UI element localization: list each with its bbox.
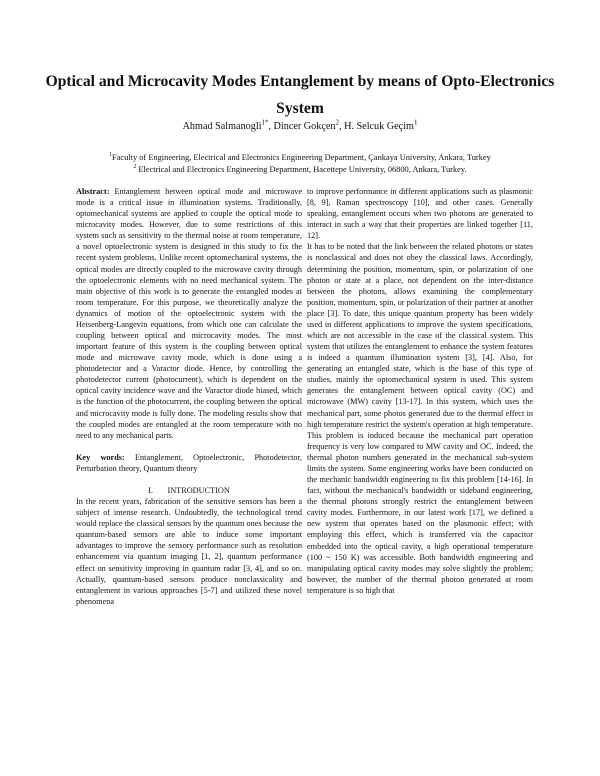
section-number: I.	[148, 485, 154, 495]
abstract-text: Entanglement between optical mode and microwave mode is a critical issue in illumination systems. Traditionally, optomechanical systems are applied to couple the optical mode to microcavity modes. However, due to some restrictions of this system such as sensitivity to the thermal noise at room temperature, a novel optoelectronic system is designed in this study to fix the recent system problems. Unlike recent optomechanical systems, the optical modes are directly coupled to the microwave cavity through the optoelectronic elements with no need mechanical system. The main objective of this work is to generate the entangled modes at room temperature. For this purpose, we theoretically analyze the dynamics of motion of the optoelectronic system with the Heisenberg-Langevin equations, from which one can calculate the coupling between optical and microcavity modes. The most important feature of this system is the coupling between optical mode and microwave cavity mode, which is done using a photodetector and a Varactor diode. Hence, by controlling the photodetector current (photocurrent), which is dependent on the optical cavity incidence wave and the Varactor diode biased, which is the function of the photocurrent, the coupling between the optical and microcavity mode is fully done. The modeling results show that the coupled modes are entangled at the room temperature with no need to any mechanical parts.	[76, 187, 302, 440]
affiliation-line: $^2$ Electrical and Electronics Engineering Department, Hacettepe University, 06800, Ankara, Turkey.	[133, 164, 467, 174]
left-column	[76, 186, 302, 607]
affiliations	[40, 152, 560, 176]
abstract-label: Abstract:	[76, 187, 110, 196]
right-column	[307, 186, 533, 596]
author-affil-marker: 1*	[261, 119, 269, 127]
author-name: Ahmad Salmanogli	[182, 121, 262, 132]
section-heading	[76, 485, 302, 496]
intro-paragraph: In the recent years, fabrication of the sensitive sensors has been a subject of intense research. Undoubtedly, the technological trend would replace the classical sensors by the quantum ones because the quantum-based sensors are able to induce some important advantages to improve the sensory performance such as resolution enhancement via quantum imaging [1, 2], quantum performance effect on sensitivity improving in quantum radar [3, 4], and so on. Actually, quantum-based sensors produce nonclassicality and entanglement in various approaches [5-7] and utilized these novel phenomena	[76, 497, 302, 606]
intro-paragraph: to improve performance in different applications such as plasmonic [8, 9], Raman spectroscopy [10], and other cases. Generally speaking, entanglement occurs when two photons are generated to interact in such a way that their properties are linked together [11, 12].	[307, 187, 533, 241]
author-name: H. Selcuk Geçim	[344, 121, 414, 132]
paper-title: Optical and Microcavity Modes Entanglement by means of Opto-Electronics System	[45, 73, 555, 117]
section-title: INTRODUCTION	[167, 485, 230, 495]
abstract	[76, 186, 302, 441]
author-affil-marker: 1	[413, 119, 418, 127]
keywords-text: Entanglement, Optoelectronic, Photodetector, Perturbation theory, Quantum theory	[76, 452, 303, 473]
keywords-label: Key words:	[76, 452, 125, 462]
keywords	[76, 452, 302, 474]
intro-paragraph: It has to be noted that the link between the related photons or states is nonclassical and does not obey the classical laws. Accordingly, determining the position, momentum, spin, or polarization of one photon or state at a place, not dependent on the inter-distance between the photons, allows examining the complementary position, momentum, spin, or polarization of their partner at another place [3]. To date, this unique quantum property has been widely used in different applications to improve the system specifications, which are not accessible in the case of the classical system. This system that utilizes the entanglement to enhance the system features is indeed a quantum illumination system [3], [4]. Also, for generating an entangled state, which is the base of this type of studies, mainly the optomechanical system is used. This system generates the entanglement between optical cavity (OC) and microwave (MW) cavity [13-17]. In this system, which uses the mechanical part, some photos generated due to the thermal effect in high temperature restrict the system's operation at high temperature. This problem is induced because the mechanical part operation frequency is very low compared to MW cavity and OC. Indeed, the thermal photon numbers generated in the mechanical sub-system limits the system. Some engineering works have been conducted on the mechanic bandwidth engineering to fix this problem [14-16]. In fact, without the mechanical's bandwidth or sideband engineering, the thermal photons strongly restrict the entanglement between cavity modes. Furthermore, in our latest work [17], we defined a new system that operates based on the plasmonic effect; with employing this effect, which is transferred via the capacitor embedded into the optical cavity, a high operational temperature (100 ~ 150 K) was accessible. Both bandwidth engineering and manipulating optical cavity modes may solve slightly the problem; however, the number of the thermal photon generated at room temperature is so high that	[307, 242, 533, 595]
affiliation-line: $^1$Faculty of Engineering, Electrical and Electronics Engineering Department, Çankaya University, Ankara, Turkey	[109, 152, 491, 162]
author-name: Dincer Gokçen	[273, 121, 336, 132]
author-list: Ahmad Salmanogli$^{1*}$, Dincer Gokçen$^2$, H. Selcuk Geçim$^1$	[182, 119, 418, 132]
author-affil-marker: 2	[335, 119, 339, 127]
